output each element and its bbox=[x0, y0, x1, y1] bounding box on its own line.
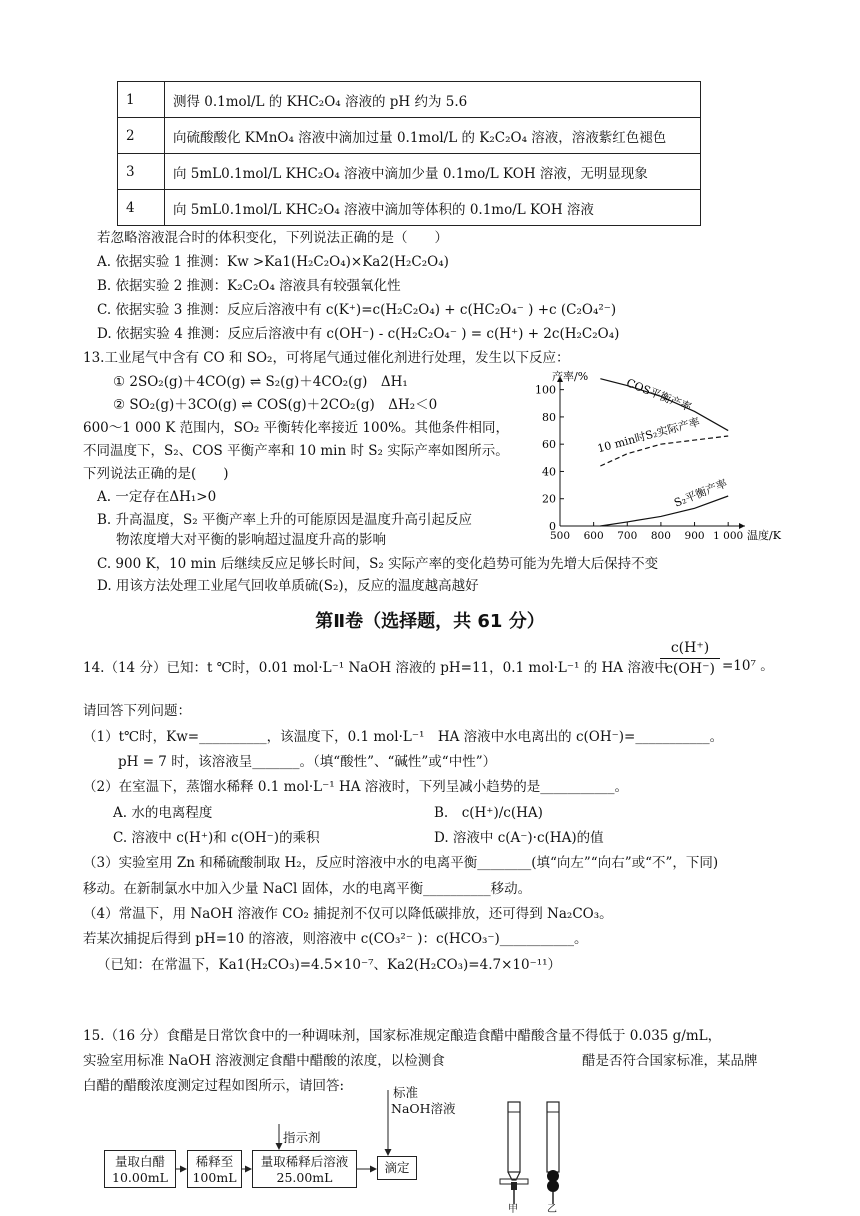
q13-eq2: ② SO₂(g)＋3CO(g) ⇌ COS(g)＋2CO₂(g) ΔH₂＜0 bbox=[113, 397, 438, 413]
q13-option-c: C. 900 K，10 min 后继续反应足够长时间，S₂ 实际产率的变化趋势可能为先增大后保持不变 bbox=[97, 556, 659, 572]
q14-part1-b: pH = 7 时，该溶液呈_______。（填“酸性”、“碱性”或“中性”） bbox=[118, 754, 497, 770]
x-axis-arrow bbox=[739, 523, 745, 529]
step-measure-diluted-label: 量取稀释后溶液 bbox=[260, 1154, 349, 1169]
q13-option-a: A. 一定存在ΔH₁>0 bbox=[97, 489, 217, 505]
row-number: 2 bbox=[118, 118, 165, 154]
step-dilute-volume: 100mL bbox=[192, 1169, 237, 1185]
section-title: 第Ⅱ卷（选择题，共 61 分） bbox=[315, 611, 545, 632]
table-row bbox=[118, 82, 701, 118]
burette-label-2: 乙 bbox=[547, 1204, 557, 1215]
step-measure-diluted-volume: 25.00mL bbox=[276, 1169, 333, 1185]
q15-line1: 15.（16 分）食醋是日常饮食中的一种调味剂，国家标准规定酿造食醋中醋酸含量不得低于 0.035 g/mL， bbox=[83, 1028, 722, 1044]
q12-stem: 若忽略溶液混合时的体积变化，下列说法正确的是（ ） bbox=[97, 230, 448, 246]
q12-option-d: D. 依据实验 4 推测：反应后溶液中有 c(OH⁻) - c(H₂C₂O₄⁻ ) = c(H⁺) + 2c(H₂C₂O₄) bbox=[97, 326, 620, 342]
base-burette-icon bbox=[547, 1102, 559, 1204]
yield-chart bbox=[520, 368, 781, 548]
q14-part1-a: （1）t℃时，Kw=__________，该温度下，0.1 mol·L⁻¹ HA 溶液中水电离出的 c(OH⁻)=___________。 bbox=[83, 729, 724, 745]
q14-part2: （2）在室温下，蒸馏水稀释 0.1 mol·L⁻¹ HA 溶液时，下列呈减小趋势的是___________。 bbox=[83, 779, 629, 795]
q13-desc2: 不同温度下，S₂、COS 平衡产率和 10 min 时 S₂ 实际产率如图所示。 bbox=[83, 443, 509, 459]
row-text: 向硫酸酸化 KMnO₄ 溶液中滴加过量 0.1mol/L 的 K₂C₂O₄ 溶液，溶液紫红色褪色 bbox=[165, 118, 701, 154]
q12-option-c: C. 依据实验 3 推测：反应后溶液中有 c(K⁺)=c(H₂C₂O₄) + c(HC₂O₄⁻ ) +c (C₂O₄²⁻) bbox=[97, 302, 617, 318]
q14-fraction bbox=[660, 640, 720, 677]
fraction-denominator: c(OH⁻) bbox=[665, 661, 715, 677]
y-tick-label: 60 bbox=[542, 438, 556, 452]
step-dilute-label: 稀释至 bbox=[195, 1154, 234, 1169]
step-measure-vinegar-volume: 10.00mL bbox=[112, 1169, 168, 1185]
experiment-table bbox=[117, 81, 701, 226]
table-row bbox=[118, 190, 701, 226]
flow-arrows bbox=[100, 1120, 440, 1200]
y-tick-label: 20 bbox=[542, 492, 556, 506]
row-text: 测得 0.1mol/L 的 KHC₂O₄ 溶液的 pH 约为 5.6 bbox=[165, 82, 701, 118]
x-tick-label: 900 bbox=[684, 530, 705, 542]
q14-fraction-rhs: =10⁷ 。 bbox=[722, 658, 774, 674]
q13-option-d: D. 用该方法处理工业尾气回收单质硫(S₂)，反应的温度越高越好 bbox=[97, 578, 479, 594]
q13-desc3: 下列说法正确的是( ) bbox=[83, 466, 229, 482]
q14-part3-b: 移动。在新制氯水中加入少量 NaCl 固体，水的电离平衡__________移动。 bbox=[83, 881, 532, 897]
series-label: S₂平衡产率 bbox=[672, 476, 730, 510]
row-number: 4 bbox=[118, 190, 165, 226]
step-measure-vinegar-label: 量取白醋 bbox=[114, 1154, 165, 1169]
y-axis-label: 产率/% bbox=[552, 370, 589, 383]
naoh-label: NaOH溶液 bbox=[391, 1101, 456, 1116]
q15-line2-b: 醋是否符合国家标准，某品牌 bbox=[582, 1053, 758, 1069]
series-line-2 bbox=[600, 496, 728, 526]
q14-part2-c: C. 溶液中 c(H⁺)和 c(OH⁻)的乘积 bbox=[113, 830, 320, 846]
burette-label-1: 甲 bbox=[508, 1204, 518, 1215]
q14-stem: 14.（14 分）已知：t ℃时，0.01 mol·L⁻¹ NaOH 溶液的 pH=11，0.1 mol·L⁻¹ 的 HA 溶液中 bbox=[83, 660, 668, 676]
row-text: 向 5mL0.1mol/L KHC₂O₄ 溶液中滴加少量 0.1mo/L KOH 溶液，无明显现象 bbox=[165, 154, 701, 190]
x-axis-label: 温度/K bbox=[747, 529, 781, 542]
fraction-numerator: c(H⁺) bbox=[670, 640, 710, 656]
series-label: 10 min时S₂实际产率 bbox=[596, 415, 702, 456]
q13-eq1: ① 2SO₂(g)＋4CO(g) ⇌ S₂(g)＋4CO₂(g) ΔH₁ bbox=[113, 374, 408, 390]
burettes-figure bbox=[495, 1100, 575, 1216]
q14-ask: 请回答下列问题： bbox=[83, 703, 191, 719]
y-tick-label: 80 bbox=[542, 410, 556, 424]
y-tick-label: 100 bbox=[535, 383, 556, 397]
q14-part2-b: B. c(H⁺)/c(HA) bbox=[434, 805, 543, 821]
x-tick-label: 500 bbox=[549, 530, 571, 542]
x-tick-label: 600 bbox=[583, 530, 604, 542]
series-label: COS平衡产率 bbox=[624, 376, 694, 415]
step-titrate-label: 滴定 bbox=[384, 1160, 410, 1175]
q13-desc1: 600～1 000 K 范围内，SO₂ 平衡转化率接近 100%。其他条件相同， bbox=[83, 420, 509, 436]
x-tick-label: 700 bbox=[617, 530, 638, 542]
q15-line2-a: 实验室用标准 NaOH 溶液测定食醋中醋酸的浓度，以检测食 bbox=[83, 1053, 445, 1069]
q14-part2-a: A. 水的电离程度 bbox=[113, 805, 213, 821]
x-tick-label: 1 000 bbox=[713, 530, 744, 542]
table-row bbox=[118, 118, 701, 154]
q13-stem: 13.工业尾气中含有 CO 和 SO₂，可将尾气通过催化剂进行处理，发生以下反应： bbox=[83, 350, 570, 366]
q13-option-b-1: B. 升高温度，S₂ 平衡产率上升的可能原因是温度升高引起反应 bbox=[97, 512, 472, 528]
table-row bbox=[118, 154, 701, 190]
y-tick-label: 40 bbox=[542, 465, 556, 479]
row-number: 1 bbox=[118, 82, 165, 118]
indicator-label: 指示剂 bbox=[283, 1130, 321, 1145]
acid-burette-icon bbox=[500, 1102, 528, 1204]
series-line-0 bbox=[600, 379, 728, 431]
q14-part4-note: （已知：在常温下，Ka1(H₂CO₃)=4.5×10⁻⁷、Ka2(H₂CO₃)=4.7×10⁻¹¹） bbox=[97, 957, 562, 973]
row-text: 向 5mL0.1mol/L KHC₂O₄ 溶液中滴加等体积的 0.1mo/L KOH 溶液 bbox=[165, 190, 701, 226]
q12-option-a: A. 依据实验 1 推测：Kw >Ka1(H₂C₂O₄)×Ka2(H₂C₂O₄) bbox=[97, 254, 449, 270]
q14-part3-a: （3）实验室用 Zn 和稀硫酸制取 H₂，反应时溶液中水的电离平衡________(填“向左”“向右”或“不”，下同) bbox=[83, 855, 719, 871]
fraction-bar bbox=[660, 658, 720, 659]
y-tick-label: 0 bbox=[549, 520, 556, 533]
q15-line3: 白醋的醋酸浓度测定过程如图所示，请回答: bbox=[83, 1078, 345, 1094]
q12-option-b: B. 依据实验 2 推测：K₂C₂O₄ 溶液具有较强氧化性 bbox=[97, 278, 401, 294]
x-tick-label: 800 bbox=[650, 530, 671, 542]
row-number: 3 bbox=[118, 154, 165, 190]
q14-part4-a: （4）常温下，用 NaOH 溶液作 CO₂ 捕捉剂不仅可以降低碳排放，还可得到 Na₂CO₃。 bbox=[83, 906, 613, 922]
q14-part2-d: D. 溶液中 c(A⁻)·c(HA)的值 bbox=[434, 830, 604, 846]
q13-option-b-2: 物浓度增大对平衡的影响超过温度升高的影响 bbox=[116, 532, 386, 548]
q14-part4-b: 若某次捕捉后得到 pH=10 的溶液，则溶液中 c(CO₃²⁻ )：c(HCO₃⁻)___________。 bbox=[83, 931, 588, 947]
standard-label: 标准 bbox=[393, 1085, 419, 1100]
